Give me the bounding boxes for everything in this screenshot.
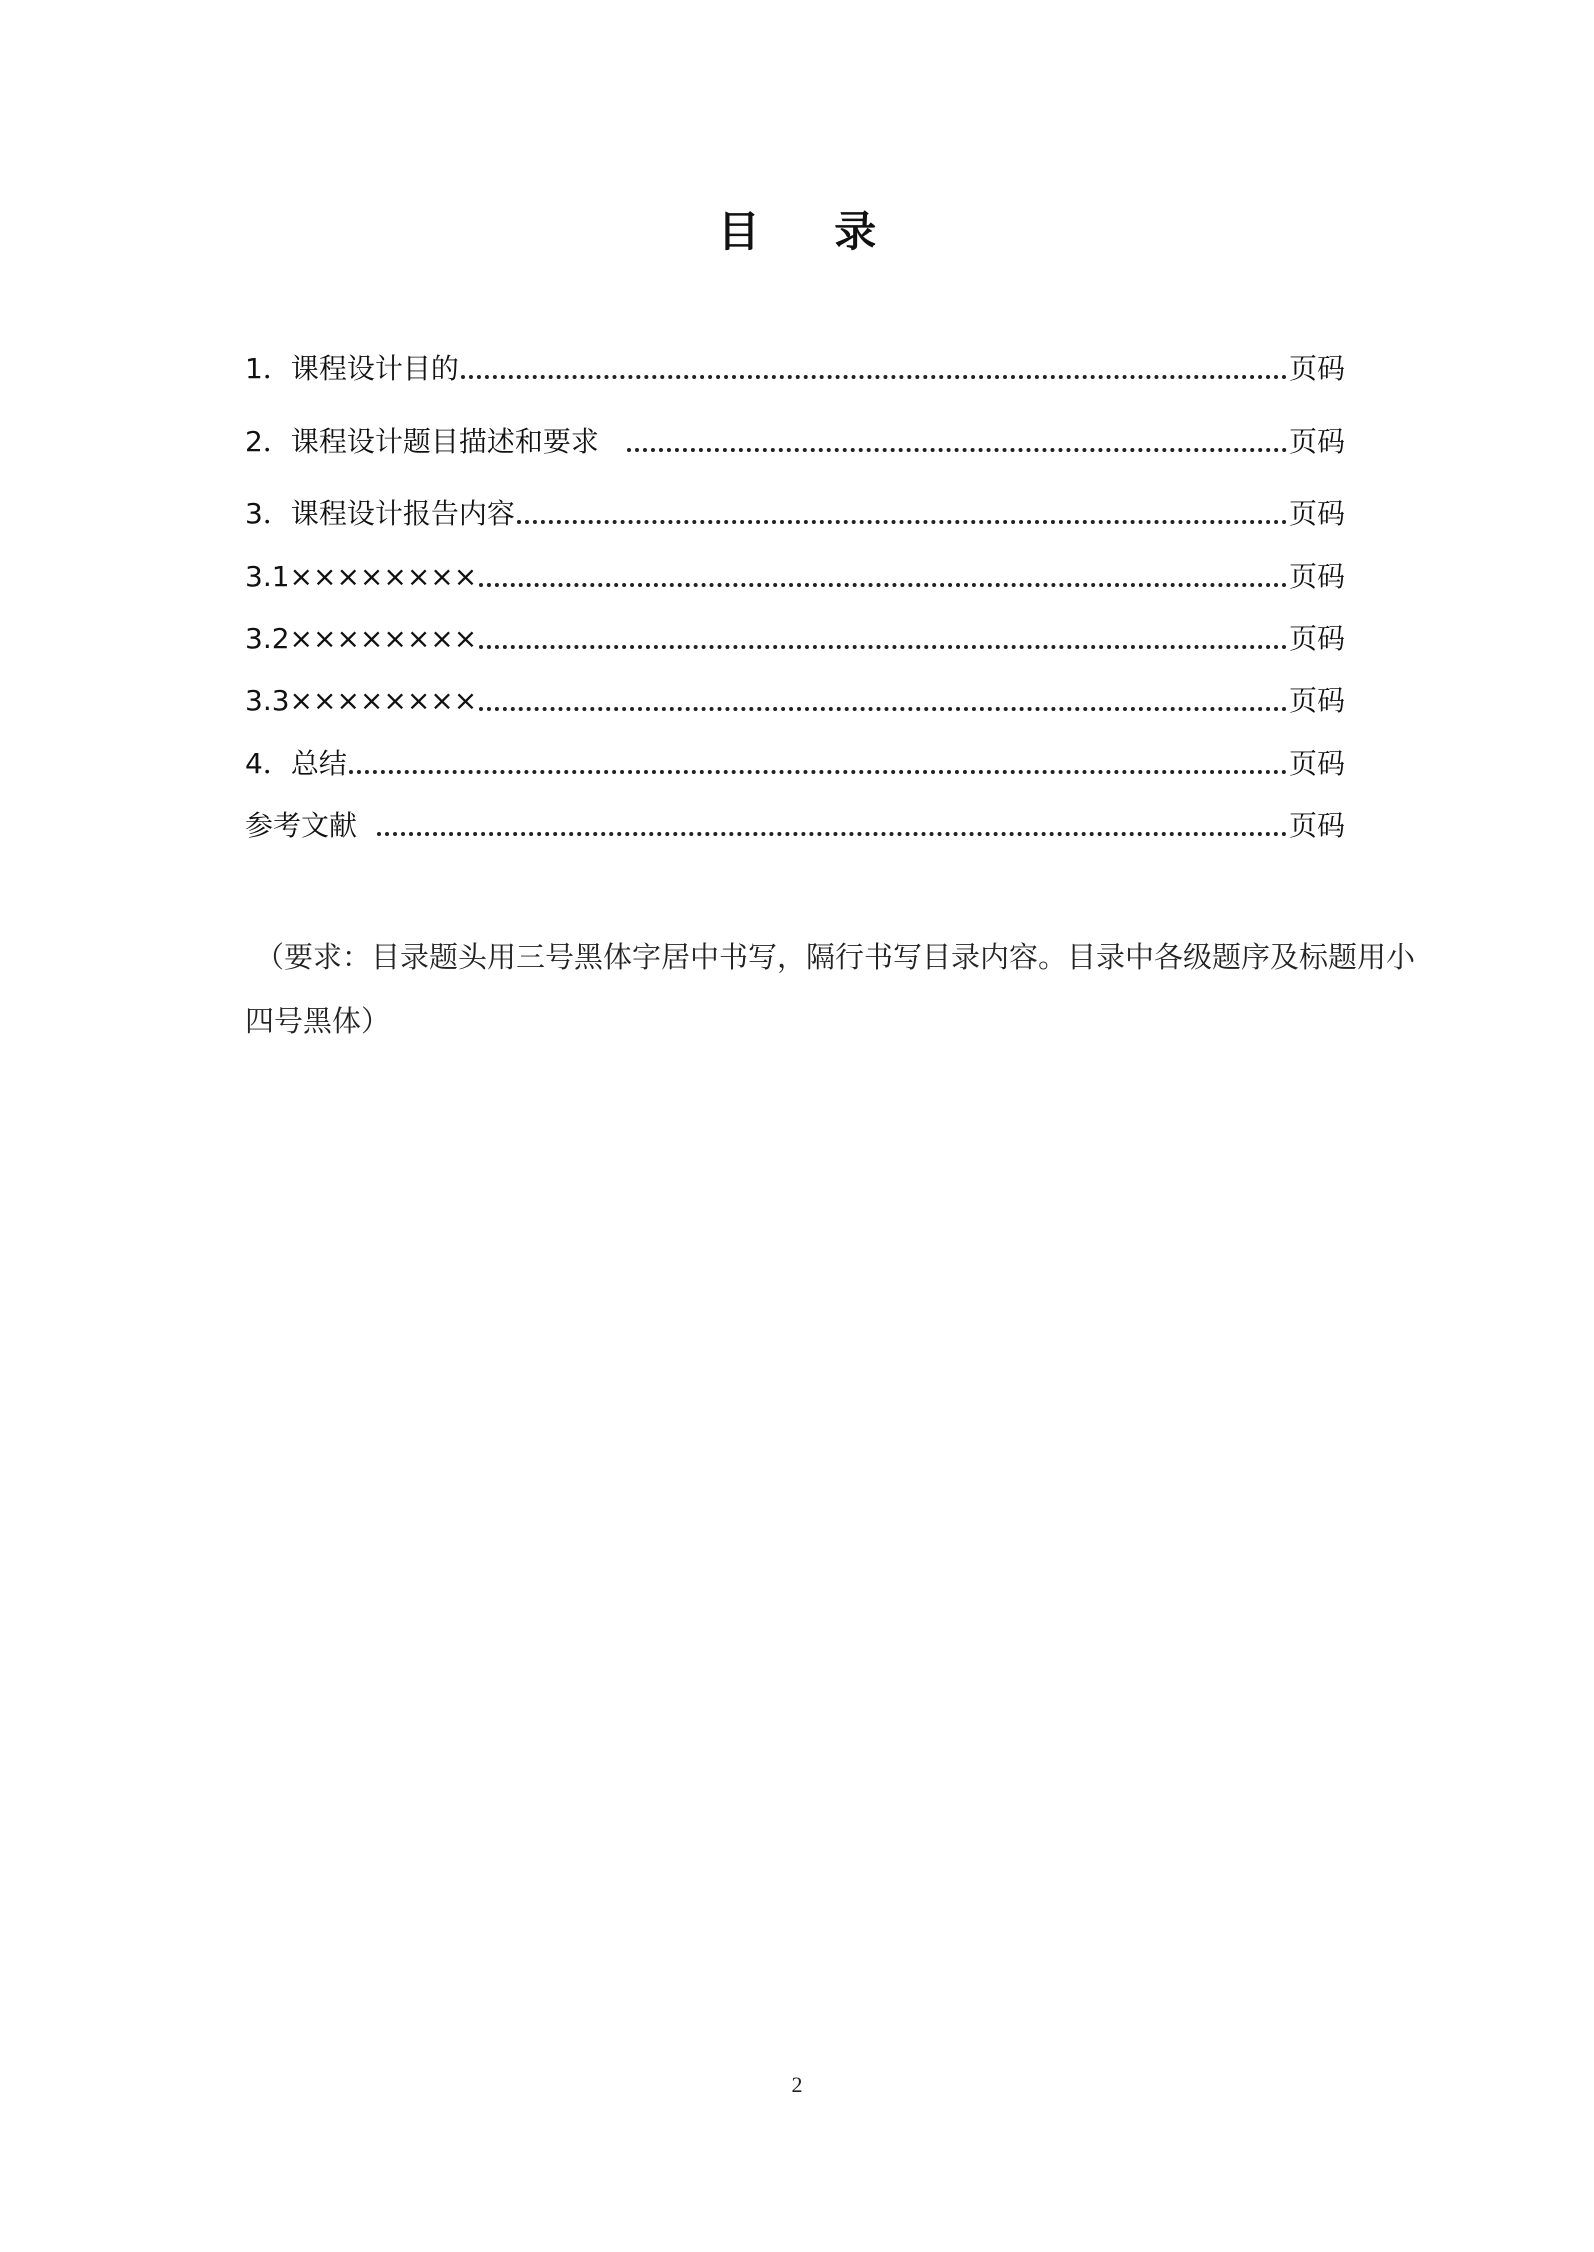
toc-entry[interactable] — [245, 418, 1345, 462]
toc-entry[interactable] — [245, 802, 1345, 846]
toc-dot-leader — [479, 583, 1287, 587]
toc-entry-label: 参考文献 — [245, 809, 358, 842]
toc-entry[interactable] — [245, 553, 1345, 597]
toc-dot-leader — [377, 832, 1287, 836]
toc-entry-page: 页码 — [1288, 352, 1345, 385]
formatting-note: （要求：目录题头用三号黑体字居中书写，隔行书写目录内容。目录中各级题序及标题用小四号黑体） — [245, 940, 1416, 1038]
toc-entry[interactable] — [245, 490, 1345, 534]
toc-dot-leader — [349, 770, 1287, 774]
toc-entry-label: 3.3×××××××× — [245, 684, 478, 717]
toc-entry[interactable] — [245, 345, 1345, 389]
toc-entry-page: 页码 — [1288, 622, 1345, 655]
page-number: 2 — [791, 2072, 803, 2097]
toc-entry-label: 3.1×××××××× — [245, 560, 478, 593]
toc-dot-leader — [479, 645, 1287, 649]
toc-dot-leader — [627, 448, 1287, 452]
toc-entry-page: 页码 — [1288, 747, 1345, 780]
toc-dot-leader — [461, 375, 1287, 379]
toc-entry-page: 页码 — [1288, 560, 1345, 593]
toc-entry-page: 页码 — [1288, 425, 1345, 458]
page-title: 目 录 — [717, 207, 907, 256]
toc-entry[interactable] — [245, 615, 1345, 659]
toc-entry-page: 页码 — [1288, 684, 1345, 717]
toc-entry-label: 4．总结 — [245, 747, 347, 780]
toc-entry[interactable] — [245, 740, 1345, 784]
toc-entry[interactable] — [245, 677, 1345, 721]
toc-entry-page: 页码 — [1288, 809, 1345, 842]
toc-dot-leader — [517, 520, 1287, 524]
toc-entry-label: 3．课程设计报告内容 — [245, 497, 515, 530]
toc-dot-leader — [479, 707, 1287, 711]
toc-entry-label: 2．课程设计题目描述和要求 — [245, 425, 599, 458]
toc-entry-label: 1．课程设计目的 — [245, 352, 459, 385]
toc-entry-page: 页码 — [1288, 497, 1345, 530]
toc-entry-label: 3.2×××××××× — [245, 622, 478, 655]
